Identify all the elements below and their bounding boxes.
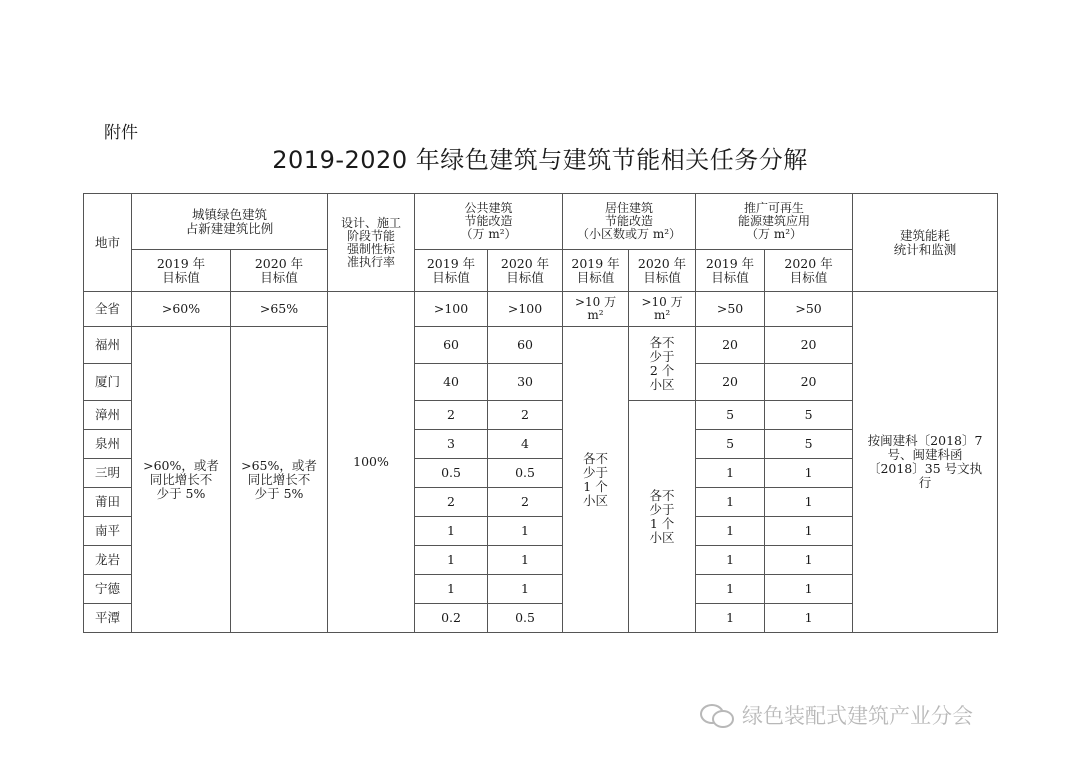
attachment-label: 附件 bbox=[104, 123, 138, 143]
city-cell: 莆田 bbox=[84, 488, 132, 517]
document-title: 2019-2020 年绿色建筑与建筑节能相关任务分解 bbox=[272, 146, 808, 174]
renewable-2020-cell: >50 bbox=[765, 292, 853, 327]
header-renewable-2020: 2020 年 目标值 bbox=[765, 250, 853, 292]
public-2019-cell: 1 bbox=[415, 546, 488, 575]
renewable-2020-cell: 5 bbox=[765, 430, 853, 459]
public-2019-cell: 40 bbox=[415, 364, 488, 401]
header-public-2019: 2019 年 目标值 bbox=[415, 250, 488, 292]
green-2020-cell: >65% bbox=[231, 292, 328, 327]
renewable-2019-cell: 1 bbox=[696, 575, 765, 604]
green-2019-merged-cell: >60%，或者 同比增长不 少于 5% bbox=[132, 327, 231, 633]
renewable-2019-cell: 1 bbox=[696, 459, 765, 488]
header-residential-2019: 2019 年 目标值 bbox=[563, 250, 629, 292]
renewable-2019-cell: 20 bbox=[696, 364, 765, 401]
header-green-ratio: 城镇绿色建筑 占新建建筑比例 bbox=[132, 194, 328, 250]
city-cell: 南平 bbox=[84, 517, 132, 546]
renewable-2020-cell: 1 bbox=[765, 546, 853, 575]
city-cell: 平潭 bbox=[84, 604, 132, 633]
watermark bbox=[700, 700, 973, 730]
green-2019-cell: >60% bbox=[132, 292, 231, 327]
task-table bbox=[83, 193, 998, 633]
header-residential-retrofit: 居住建筑 节能改造 （小区数或万 m²） bbox=[563, 194, 696, 250]
renewable-2019-cell: 1 bbox=[696, 546, 765, 575]
header-public-retrofit: 公共建筑 节能改造 （万 m²） bbox=[415, 194, 563, 250]
public-2020-cell: 1 bbox=[488, 575, 563, 604]
public-2020-cell: 1 bbox=[488, 517, 563, 546]
residential-2020-fz-xm-cell: 各不 少于 2 个 小区 bbox=[629, 327, 696, 401]
public-2019-cell: 2 bbox=[415, 488, 488, 517]
public-2019-cell: >100 bbox=[415, 292, 488, 327]
city-cell: 泉州 bbox=[84, 430, 132, 459]
residential-2019-cell: >10 万 m² bbox=[563, 292, 629, 327]
city-cell: 三明 bbox=[84, 459, 132, 488]
public-2019-cell: 1 bbox=[415, 575, 488, 604]
public-2020-cell: 2 bbox=[488, 488, 563, 517]
city-cell: 漳州 bbox=[84, 401, 132, 430]
public-2020-cell: 60 bbox=[488, 327, 563, 364]
public-2020-cell: 1 bbox=[488, 546, 563, 575]
renewable-2020-cell: 1 bbox=[765, 517, 853, 546]
residential-2019-merged-cell: 各不 少于 1 个 小区 bbox=[563, 327, 629, 633]
wechat-icon bbox=[700, 702, 734, 728]
renewable-2020-cell: 1 bbox=[765, 459, 853, 488]
header-renewable: 推广可再生 能源建筑应用 （万 m²） bbox=[696, 194, 853, 250]
renewable-2020-cell: 20 bbox=[765, 327, 853, 364]
renewable-2020-cell: 1 bbox=[765, 575, 853, 604]
renewable-2019-cell: 1 bbox=[696, 488, 765, 517]
public-2020-cell: 4 bbox=[488, 430, 563, 459]
city-cell: 宁德 bbox=[84, 575, 132, 604]
public-2019-cell: 2 bbox=[415, 401, 488, 430]
public-2019-cell: 0.5 bbox=[415, 459, 488, 488]
header-renewable-2019: 2019 年 目标值 bbox=[696, 250, 765, 292]
header-city: 地市 bbox=[84, 194, 132, 292]
public-2019-cell: 1 bbox=[415, 517, 488, 546]
city-cell: 全省 bbox=[84, 292, 132, 327]
renewable-2019-cell: 5 bbox=[696, 430, 765, 459]
design-rate-cell: 100% bbox=[328, 292, 415, 633]
header-monitoring: 建筑能耗 统计和监测 bbox=[853, 194, 998, 292]
header-public-2020: 2020 年 目标值 bbox=[488, 250, 563, 292]
renewable-2019-cell: 1 bbox=[696, 517, 765, 546]
renewable-2019-cell: >50 bbox=[696, 292, 765, 327]
residential-2020-others-cell: 各不 少于 1 个 小区 bbox=[629, 401, 696, 633]
renewable-2019-cell: 20 bbox=[696, 327, 765, 364]
monitoring-cell: 按闽建科〔2018〕7 号、闽建科函 〔2018〕35 号文执 行 bbox=[853, 292, 998, 633]
city-cell: 龙岩 bbox=[84, 546, 132, 575]
public-2019-cell: 0.2 bbox=[415, 604, 488, 633]
watermark-text: 绿色装配式建筑产业分会 bbox=[742, 704, 973, 728]
public-2019-cell: 3 bbox=[415, 430, 488, 459]
public-2019-cell: 60 bbox=[415, 327, 488, 364]
city-cell: 厦门 bbox=[84, 364, 132, 401]
header-row-1 bbox=[84, 194, 998, 250]
public-2020-cell: 0.5 bbox=[488, 459, 563, 488]
renewable-2019-cell: 1 bbox=[696, 604, 765, 633]
green-2020-merged-cell: >65%，或者 同比增长不 少于 5% bbox=[231, 327, 328, 633]
renewable-2020-cell: 20 bbox=[765, 364, 853, 401]
public-2020-cell: 0.5 bbox=[488, 604, 563, 633]
header-green-2020: 2020 年 目标值 bbox=[231, 250, 328, 292]
header-green-2019: 2019 年 目标值 bbox=[132, 250, 231, 292]
table-row-province bbox=[84, 292, 998, 327]
public-2020-cell: >100 bbox=[488, 292, 563, 327]
header-residential-2020: 2020 年 目标值 bbox=[629, 250, 696, 292]
renewable-2020-cell: 5 bbox=[765, 401, 853, 430]
header-design-rate: 设计、施工 阶段节能 强制性标 准执行率 bbox=[328, 194, 415, 292]
city-cell: 福州 bbox=[84, 327, 132, 364]
renewable-2019-cell: 5 bbox=[696, 401, 765, 430]
renewable-2020-cell: 1 bbox=[765, 604, 853, 633]
residential-2020-cell: >10 万 m² bbox=[629, 292, 696, 327]
renewable-2020-cell: 1 bbox=[765, 488, 853, 517]
public-2020-cell: 2 bbox=[488, 401, 563, 430]
public-2020-cell: 30 bbox=[488, 364, 563, 401]
